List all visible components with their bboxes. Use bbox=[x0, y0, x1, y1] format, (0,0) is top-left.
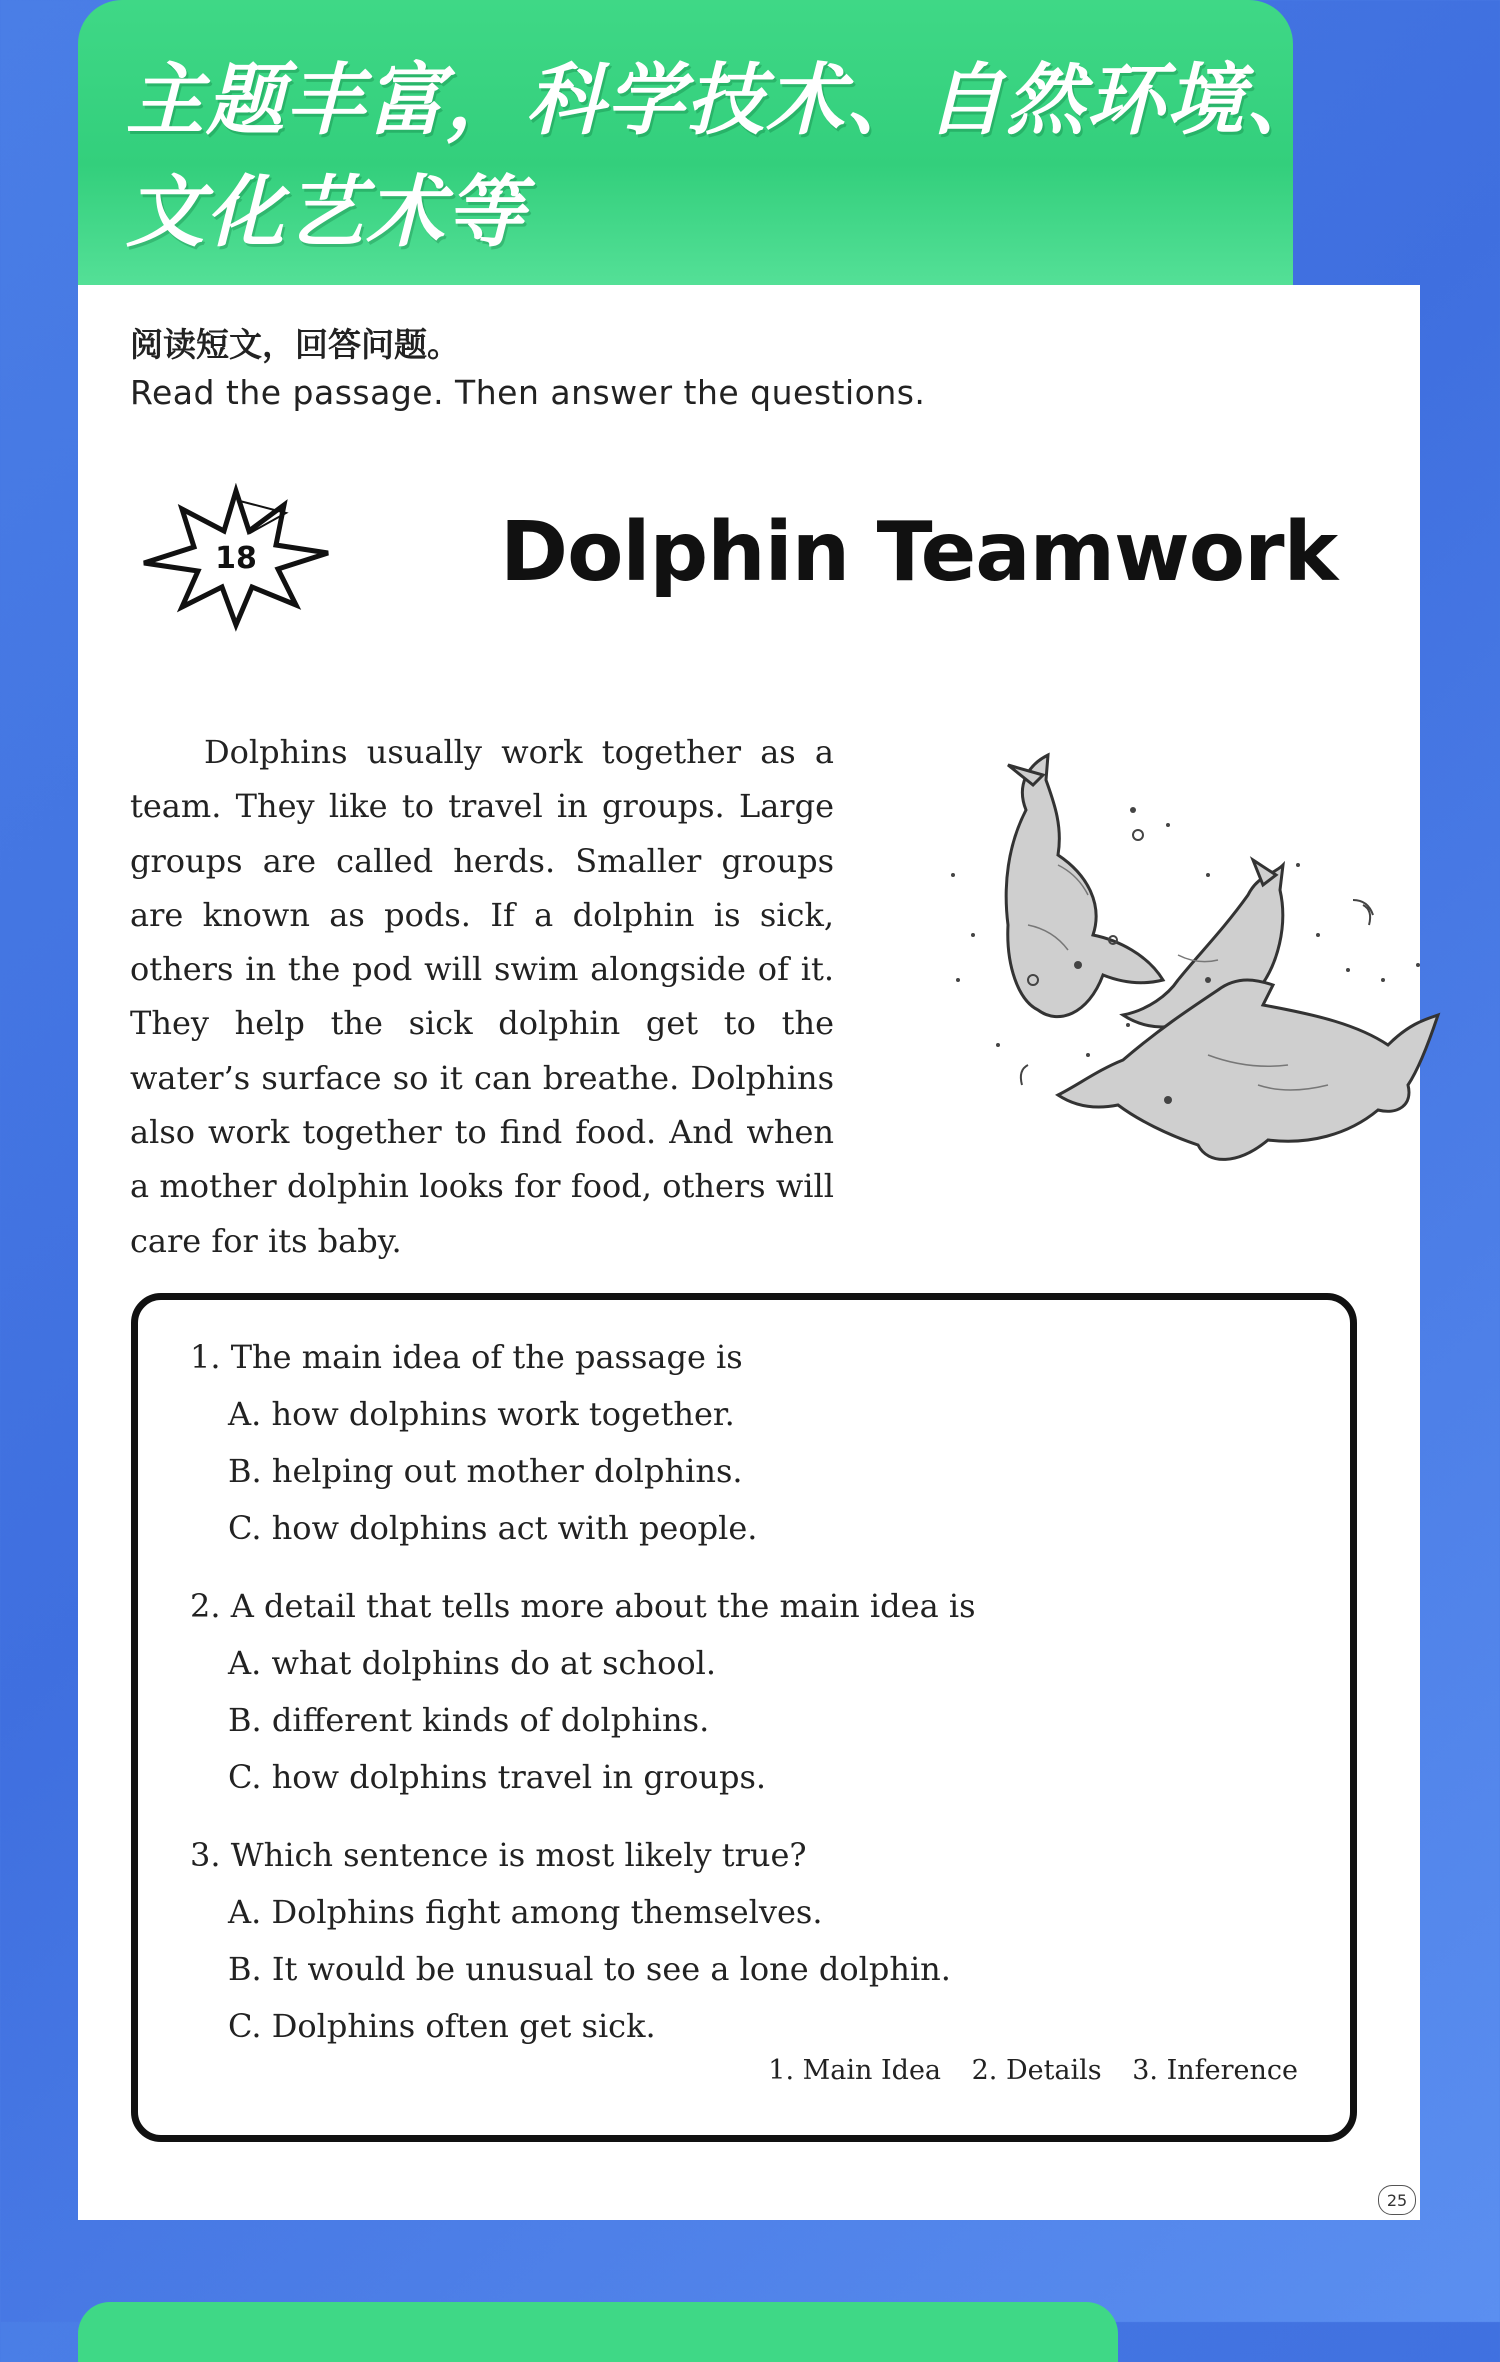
passage-title: Dolphin Teamwork bbox=[500, 505, 1338, 600]
question-1-option-b: B. helping out mother dolphins. bbox=[228, 1452, 743, 1490]
question-3-option-c: C. Dolphins often get sick. bbox=[228, 2007, 656, 2045]
question-3-prompt: 3. Which sentence is most likely true? bbox=[190, 1836, 807, 1874]
question-2-option-c: C. how dolphins travel in groups. bbox=[228, 1758, 767, 1796]
question-2-option-a: A. what dolphins do at school. bbox=[228, 1644, 716, 1682]
question-2-prompt: 2. A detail that tells more about the main idea is bbox=[190, 1587, 976, 1625]
lesson-number: 18 bbox=[215, 540, 257, 576]
question-1-prompt: 1. The main idea of the passage is bbox=[190, 1338, 743, 1376]
starburst-badge-icon bbox=[136, 483, 336, 633]
instruction-chinese: 阅读短文，回答问题。 bbox=[130, 325, 460, 364]
instruction-english: Read the passage. Then answer the questions. bbox=[130, 373, 926, 412]
skill-details: 2. Details bbox=[971, 2055, 1102, 2086]
header-banner bbox=[78, 0, 1327, 300]
banner-line-2: 文化艺术等 bbox=[126, 168, 527, 258]
banner-line-1: 主题丰富，科学技术、自然环境、 bbox=[126, 56, 1327, 146]
question-3-option-b: B. It would be unusual to see a lone dolphin. bbox=[228, 1950, 951, 1988]
skills-legend bbox=[746, 2055, 1298, 2086]
question-1-option-a: A. how dolphins work together. bbox=[228, 1395, 735, 1433]
next-banner-edge bbox=[78, 2302, 1118, 2362]
question-2-option-b: B. different kinds of dolphins. bbox=[228, 1701, 710, 1739]
questions-box bbox=[131, 1293, 1357, 2142]
question-1-option-c: C. how dolphins act with people. bbox=[228, 1509, 758, 1547]
page-number: 25 bbox=[1378, 2185, 1416, 2215]
skill-main-idea: 1. Main Idea bbox=[768, 2055, 942, 2086]
skill-inference: 3. Inference bbox=[1132, 2055, 1298, 2086]
question-3-option-a: A. Dolphins fight among themselves. bbox=[228, 1893, 823, 1931]
passage-text: Dolphins usually work together as a team. They like to travel in groups. Large groups are called herds. Smaller groups are known as pods. If a dolphin is sick, others in the pod will swim alongside of it. They help the sick dolphin get to the water’s surface so it can breathe. Dolphins also work together to find food. And when a mother dolphin looks for food, others will care for its baby. bbox=[130, 733, 834, 1260]
worksheet-page bbox=[78, 285, 1420, 2220]
